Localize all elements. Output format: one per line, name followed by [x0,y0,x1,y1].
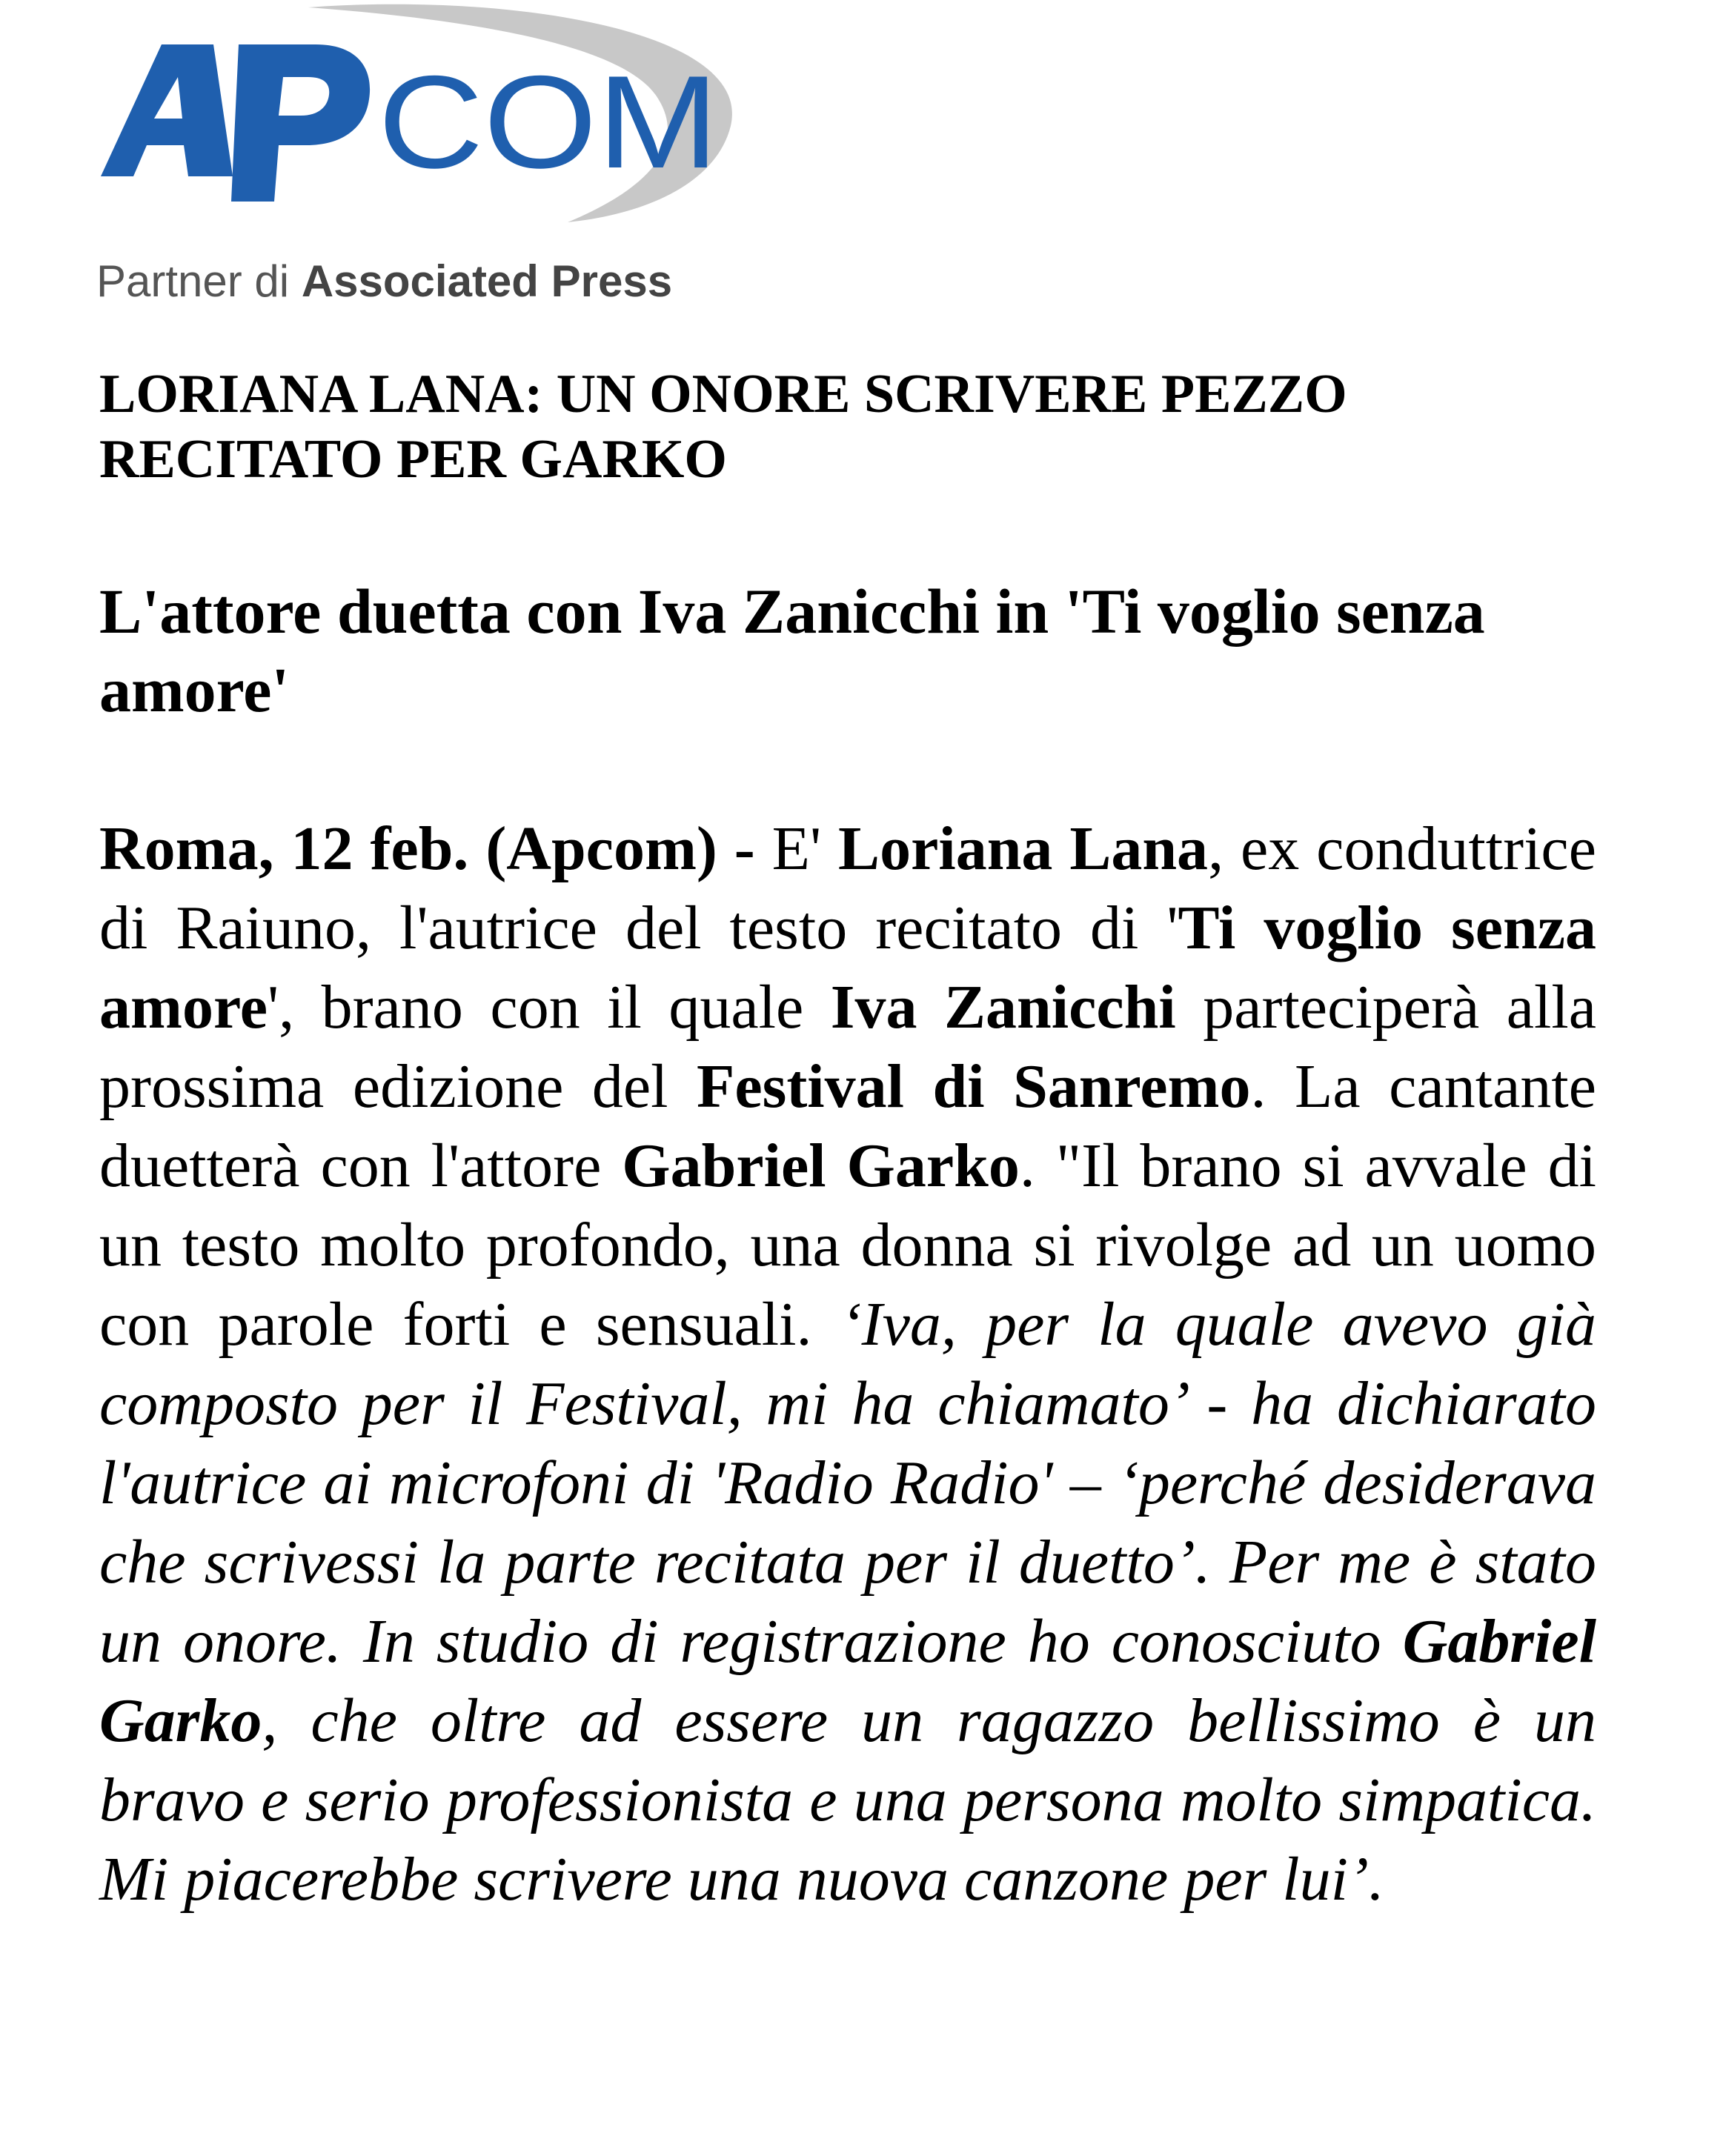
quote-name-gabriel-garko: Gabriel Garko [99,1607,1596,1755]
dateline: Roma, 12 feb. (Apcom) - [99,814,755,883]
article-body: Roma, 12 feb. (Apcom) - E' Loriana Lana, ex conduttrice di Raiuno, l'autrice del testo recitato di 'Ti voglio senza amore', brano con il quale Iva Zanicchi parteciperà alla prossima edizione del Festival di Sanremo. La cantante duetterà con l'attore Gabriel Garko. "Il brano si avvale di un testo molto profondo, una donna si rivolge ad un uomo con parole forti e sensuali. ‘Iva, per la quale avevo già composto per il Festival, mi ha chiamato’ - ha dichiarato l'autrice ai microfoni di 'Radio Radio' – ‘perché desiderava che scrivessi la parte recitata per il duetto’. Per me è stato un onore. In studio di registrazione ho conosciuto Gabriel Garko, che oltre ad essere un ragazzo bellissimo è un bravo e serio professionista e una persona molto simpatica. Mi piacerebbe scrivere una nuova canzone per lui’. [99,814,1596,1914]
logo-tagline-prefix: Partner di [96,256,290,306]
headline: LORIANA LANA: UN ONORE SCRIVERE PEZZO RECITATO PER GARKO [99,364,1347,490]
name-gabriel-garko: Gabriel Garko [622,1131,1020,1200]
name-loriana-lana: Loriana Lana [838,814,1209,883]
logo-tagline [96,256,672,306]
subheadline: L'attore duetta con Iva Zanicchi in 'Ti voglio senza amore' [99,576,1485,725]
song-title: Ti voglio senza amore [99,894,1596,1042]
name-iva-zanicchi: Iva Zanicchi [830,973,1176,1042]
logo-tagline-bold: Associated Press [301,256,673,306]
apcom-logo [93,0,760,311]
quote-part-1: ‘Iva, per la quale avevo già composto per il Festival, mi ha chiamato’ - ha dichiarato l'autrice ai microfoni di 'Radio Radio' – ‘perché desiderava che scrivessi la parte recitata per il duetto’. Per me è stato un onore. In studio di registrazione ho conosciuto [99,1290,1596,1676]
svg-text:COM: COM [378,48,719,196]
festival-name: Festival di Sanremo [697,1052,1251,1121]
quote-part-2: , che oltre ad essere un ragazzo bellissimo è un bravo e serio professionista e una persona molto simpatica. Mi piacerebbe scrivere una nuova canzone per lui’. [99,1686,1596,1914]
